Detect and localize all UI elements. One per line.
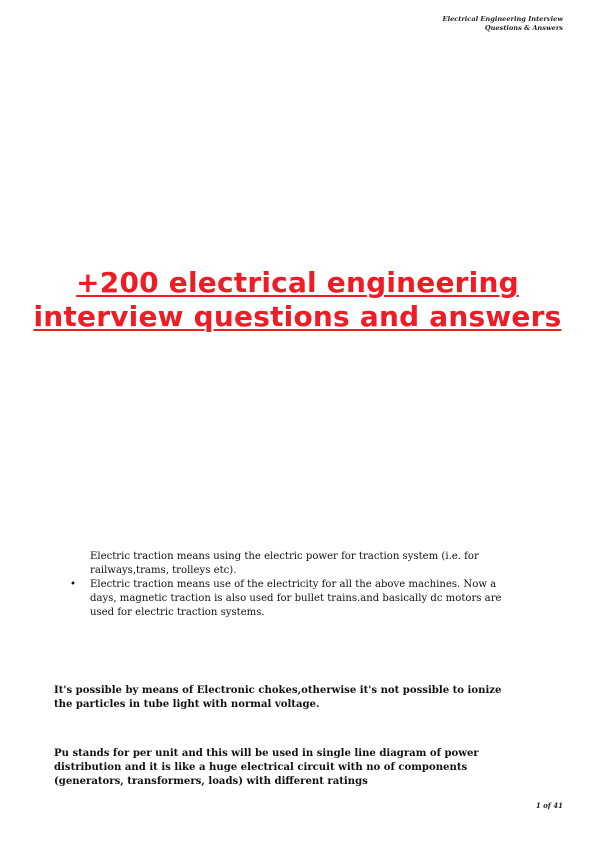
page-header xyxy=(443,15,563,33)
bullet-marker: • xyxy=(70,579,76,590)
bullet-list-item xyxy=(54,578,514,620)
header-line-2: Questions & Answers xyxy=(484,24,563,32)
chokes-paragraph: It's possible by means of Electronic chokes,otherwise it's not possible to ionize the particles in tube light with normal voltage. xyxy=(54,685,502,710)
traction-paragraph: Electric traction means using the electric power for traction system (i.e. for railways,trams, trolleys etc). xyxy=(90,551,479,576)
page-number: 1 of 41 xyxy=(535,801,563,810)
header-line-1: Electrical Engineering Interview xyxy=(442,15,563,23)
document-title: +200 electrical engineering interview questions and answers xyxy=(33,266,562,333)
bullet-text: Electric traction means use of the electricity for all the above machines. Now a days, magnetic traction is also used for bullet trains.and basically dc motors are used for electric traction systems. xyxy=(90,579,502,618)
traction-section xyxy=(54,550,514,620)
per-unit-paragraph: Pu stands for per unit and this will be used in single line diagram of power distribution and it is like a huge electrical circuit with no of components (generators, transformers, loads) with different ratings xyxy=(54,748,479,787)
